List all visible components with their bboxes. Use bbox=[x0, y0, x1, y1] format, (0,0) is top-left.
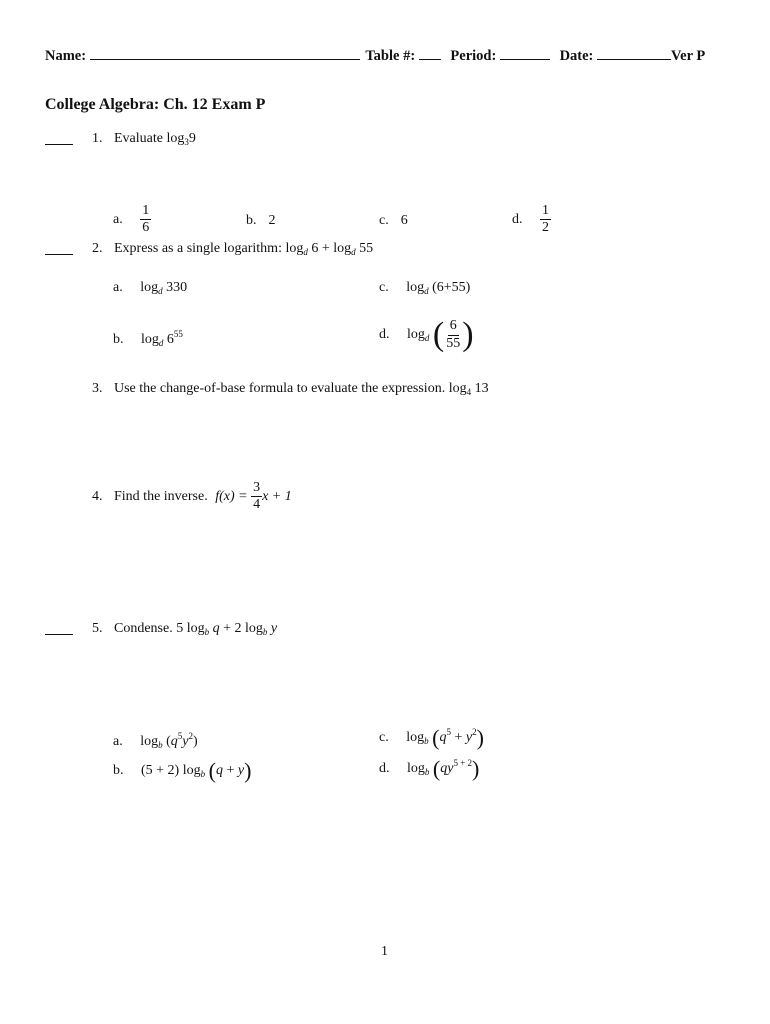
period-blank[interactable] bbox=[500, 47, 550, 60]
q2-choice-b[interactable]: b. $\log_d 6^{55}$ bbox=[113, 329, 183, 348]
fraction: $\frac{1}{2}$ bbox=[542, 203, 549, 236]
question-prompt: Evaluate log bbox=[114, 131, 185, 146]
name-label: Name: bbox=[45, 48, 87, 64]
question-3: 3. Use the change-of-base formula to evaluate the expression. $\log_4 13$ bbox=[92, 381, 489, 397]
name-blank[interactable] bbox=[90, 47, 360, 60]
q5-choice-b[interactable]: b. (5 + 2) $\log_b (q + y)$ bbox=[113, 758, 252, 783]
q5-choice-a[interactable]: a. $\log_b (q^5y^2)$ bbox=[113, 731, 198, 750]
header-line bbox=[45, 47, 705, 65]
q2-choice-a[interactable]: a. $\log_d 330$ bbox=[113, 280, 188, 296]
question-4: 4. Find the inverse. f(x) = $\frac{3}{4}$ x + 1 bbox=[92, 480, 292, 513]
q5-choice-d[interactable]: d. $\log_b (qy^{5 + 2})$ bbox=[379, 756, 480, 781]
fraction: $\frac{3}{4}$ bbox=[253, 480, 261, 513]
question-2: 2. Express as a single logarithm: $\log_d 6 + \log_d 55$ bbox=[92, 241, 374, 257]
q1-choice-a[interactable]: a. $\frac{1}{6}$ bbox=[113, 203, 150, 236]
exam-title: College Algebra: Ch. 12 Exam P bbox=[45, 96, 266, 113]
q2-choice-d[interactable]: d. $\log_d$ ( $\frac{6}{55}$ ) bbox=[379, 316, 474, 353]
q1-choice-d[interactable]: d. $\frac{1}{2}$ bbox=[512, 203, 549, 236]
date-blank[interactable] bbox=[597, 47, 671, 60]
q1-choice-c[interactable]: c. 6 bbox=[379, 213, 408, 228]
answer-blank-2[interactable] bbox=[45, 244, 73, 255]
question-1: 1. Evaluate $\log_39$ bbox=[92, 131, 196, 147]
date-label: Date: bbox=[559, 48, 594, 64]
q5-choice-c[interactable]: c. $\log_b (q^5 + y^2)$ bbox=[379, 725, 484, 750]
q2-choice-c[interactable]: c. $\log_d (6+55)$ bbox=[379, 280, 471, 296]
period-label: Period: bbox=[450, 48, 497, 64]
answer-blank-1[interactable] bbox=[45, 134, 73, 145]
question-number: 1. bbox=[92, 131, 103, 146]
question-5: 5. Condense. 5 $\log_b q + 2$ $\log_b y$ bbox=[92, 621, 278, 637]
q1-choice-b[interactable]: b. 2 bbox=[246, 213, 276, 228]
version-label: Ver P bbox=[671, 48, 706, 64]
fraction: $\frac{6}{55}$ bbox=[446, 318, 461, 351]
answer-blank-5[interactable] bbox=[45, 624, 73, 635]
fraction: $\frac{1}{6}$ bbox=[142, 203, 150, 236]
page-number: 1 bbox=[381, 944, 388, 959]
table-label: Table #: bbox=[365, 48, 416, 64]
table-blank[interactable] bbox=[419, 47, 441, 60]
